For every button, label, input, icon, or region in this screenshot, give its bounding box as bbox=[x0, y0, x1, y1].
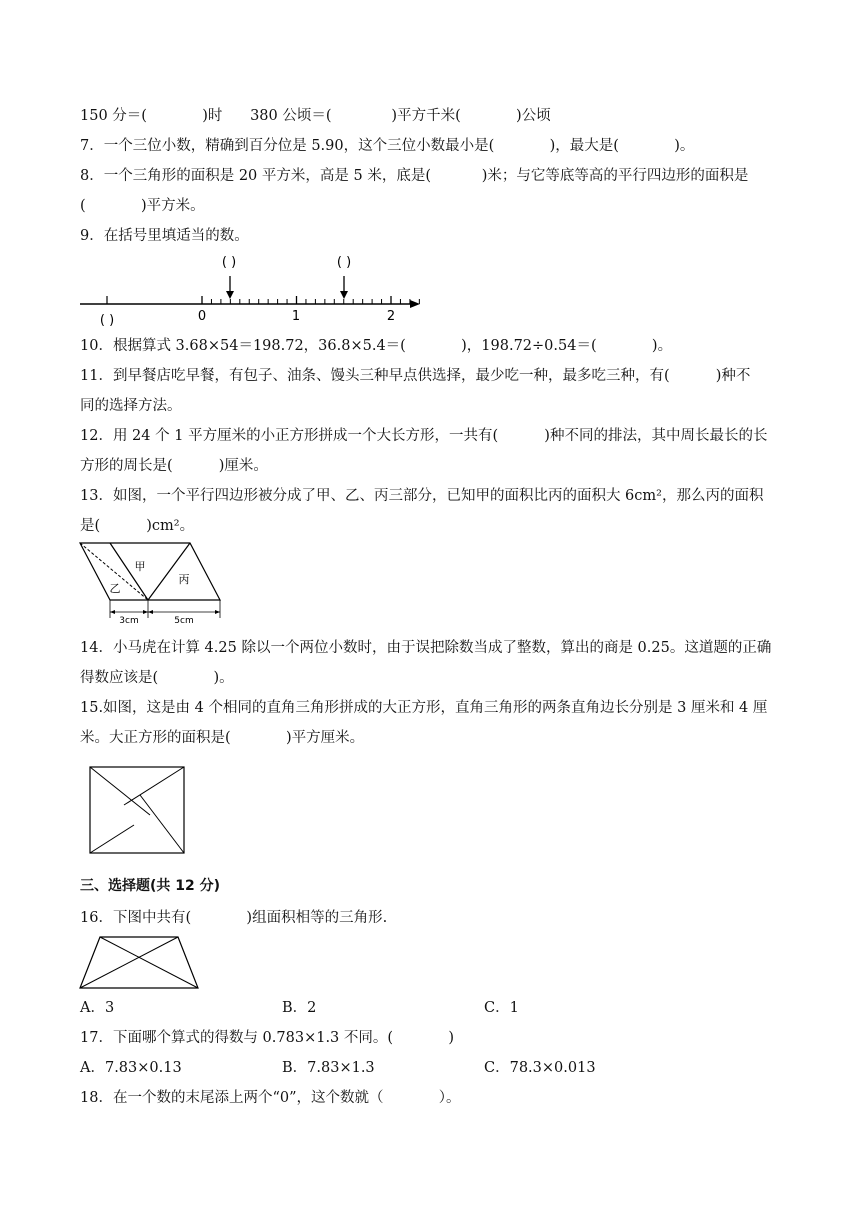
question-18: 18．在一个数的末尾添上两个“0”，这个数就（ ）。 bbox=[80, 1090, 461, 1106]
region-jia: 甲 bbox=[134, 560, 146, 573]
question-13-line-2: 是( )cm²。 bbox=[80, 518, 195, 534]
dim-3cm: 3cm bbox=[119, 616, 139, 626]
q17-option-c: C．78.3×0.013 bbox=[484, 1060, 596, 1076]
question-17: 17．下面哪个算式的得数与 0.783×1.3 不同。( ) bbox=[80, 1030, 455, 1046]
question-7: 7．一个三位小数，精确到百分位是 5.90，这个三位小数最小是( )，最大是( )。 bbox=[80, 138, 695, 154]
q17-option-b: B．7.83×1.3 bbox=[282, 1060, 375, 1076]
blank-bracket-arrow-2: ( ) bbox=[336, 255, 352, 270]
arrow-down-icon bbox=[226, 291, 234, 299]
section-3-heading: 三、选择题(共 12 分) bbox=[80, 878, 221, 894]
tick-label-2: 2 bbox=[386, 309, 396, 324]
question-11-line-1: 11．到早餐店吃早餐，有包子、油条、馒头三种早点供选择，最少吃一种，最多吃三种，有( )种不 bbox=[80, 368, 751, 384]
region-bing: 丙 bbox=[178, 573, 190, 586]
question-12-line-1: 12．用 24 个 1 平方厘米的小正方形拼成一个大长方形，一共有( )种不同的排法，其中周长最长的长 bbox=[80, 428, 768, 444]
question-14-line-1: 14．小马虎在计算 4.25 除以一个两位小数时，由于误把除数当成了整数，算出的商是 0.25。这道题的正确 bbox=[80, 640, 772, 656]
question-14-line-2: 得数应该是( )。 bbox=[80, 670, 234, 686]
q6-continuation: 150 分＝( )时 380 公顷＝( )平方千米( )公顷 bbox=[80, 108, 551, 124]
question-12-line-2: 方形的周长是( )厘米。 bbox=[80, 458, 268, 474]
q16-option-a: A．3 bbox=[80, 1000, 115, 1016]
question-8-line-2: ( )平方米。 bbox=[80, 198, 205, 214]
question-15-line-2: 米。大正方形的面积是( )平方厘米。 bbox=[80, 730, 365, 746]
blank-bracket-arrow-1: ( ) bbox=[221, 255, 237, 270]
tick-label-1: 1 bbox=[291, 309, 301, 324]
arrow-down-icon bbox=[340, 291, 348, 299]
q16-option-b: B．2 bbox=[282, 1000, 317, 1016]
q17-option-a: A．7.83×0.13 bbox=[80, 1060, 182, 1076]
parallelogram-figure bbox=[78, 540, 223, 630]
square-triangles-figure bbox=[88, 765, 188, 857]
question-15-line-1: 15.如图，这是由 4 个相同的直角三角形拼成的大正方形，直角三角形的两条直角边长分别是 3 厘米和 4 厘 bbox=[80, 700, 768, 716]
number-line-figure bbox=[78, 252, 428, 332]
blank-bracket-left: ( ) bbox=[99, 313, 115, 328]
dim-5cm: 5cm bbox=[174, 616, 194, 626]
question-16: 16．下图中共有( )组面积相等的三角形. bbox=[80, 910, 388, 926]
question-9: 9．在括号里填适当的数。 bbox=[80, 228, 249, 244]
question-13-line-1: 13．如图，一个平行四边形被分成了甲、乙、丙三部分，已知甲的面积比丙的面积大 6cm²，那么丙的面积 bbox=[80, 488, 764, 504]
trapezoid-figure bbox=[78, 934, 203, 992]
question-8-line-1: 8．一个三角形的面积是 20 平方米，高是 5 米，底是( )米；与它等底等高的平行四边形的面积是 bbox=[80, 168, 749, 184]
q16-option-c: C．1 bbox=[484, 1000, 519, 1016]
question-11-line-2: 同的选择方法。 bbox=[80, 398, 182, 414]
tick-label-0: 0 bbox=[197, 309, 207, 324]
region-yi: 乙 bbox=[109, 582, 121, 595]
question-10: 10．根据算式 3.68×54＝198.72，36.8×5.4＝( )，198.72÷0.54＝( )。 bbox=[80, 338, 673, 354]
